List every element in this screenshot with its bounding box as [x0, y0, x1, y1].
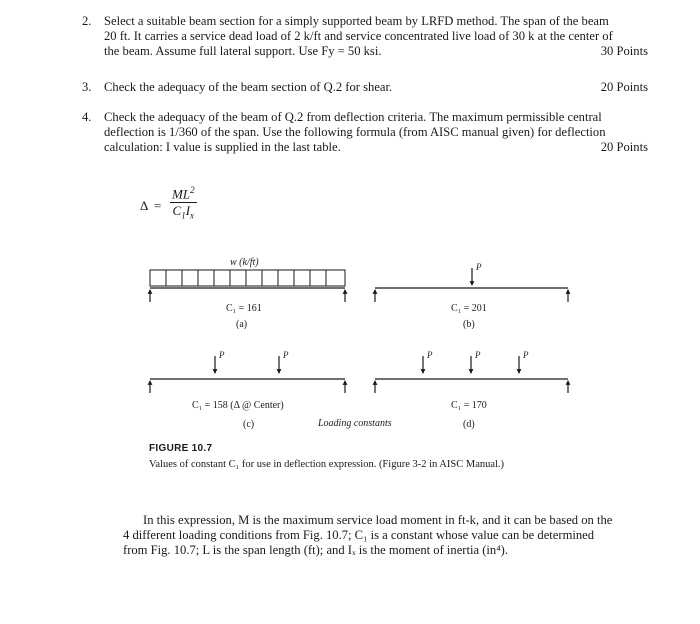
- diagram-b: [375, 262, 568, 330]
- question-text-line: deflection is 1/360 of the span. Use the following formula (from AISC manual given) for deflection: [104, 124, 606, 139]
- uniform-load-label: w (k/ft): [230, 257, 259, 268]
- point-load-label: P: [219, 350, 225, 360]
- point-load-label: P: [427, 350, 433, 360]
- figure-caption: Values of constant C₁ for use in deflection expression. (Figure 3-2 in AISC Manual.): [149, 459, 505, 470]
- uniform-load-dividers: [166, 270, 326, 286]
- question-points: 20 Points: [600, 139, 648, 154]
- formula-denominator: $C_1I_x$: [172, 203, 195, 221]
- formula-delta: Δ: [140, 198, 149, 213]
- question-points: 20 Points: [600, 80, 648, 94]
- diagram-tag: (c): [243, 419, 255, 430]
- point-load-label: P: [475, 350, 481, 360]
- formula-numerator: $ML^2$: [172, 185, 195, 202]
- explanation-paragraph: [123, 513, 613, 559]
- constant-label: C₁ = 170: [451, 400, 487, 411]
- constant-label: C₁ = 161: [226, 303, 262, 314]
- question-number: 4.: [82, 110, 92, 124]
- uniform-load-block: [150, 270, 345, 286]
- question-text-line: calculation: I value is supplied in the last table.: [104, 139, 341, 154]
- question-text-line: Check the adequacy of the beam section of Q.2 for shear.: [104, 80, 393, 94]
- formula-equals: =: [154, 198, 162, 213]
- point-load-label: P: [283, 350, 289, 360]
- figure-center-caption: Loading constants: [318, 418, 392, 429]
- question-text-line: Select a suitable beam section for a simply supported beam by LRFD method. The span of the beam: [104, 14, 609, 28]
- question-text-line: the beam. Assume full lateral support. Use Fy = 50 ksi.: [104, 43, 382, 58]
- point-load-label: P: [523, 350, 529, 360]
- question-text-line: 20 ft. It carries a service dead load of 2 k/ft and service concentrated live load of 30 k at the center of: [104, 28, 613, 43]
- diagram-c: [150, 350, 345, 430]
- question-text-line: Check the adequacy of the beam of Q.2 from deflection criteria. The maximum permissible central: [104, 110, 602, 124]
- question-number: 3.: [82, 80, 92, 94]
- diagram-d: [375, 350, 568, 430]
- diagram-a: [150, 257, 345, 330]
- question-points: 30 Points: [600, 43, 648, 58]
- question-number: 2.: [82, 14, 92, 28]
- diagram-tag: (d): [463, 419, 475, 430]
- diagram-tag: (a): [236, 319, 248, 330]
- diagram-tag: (b): [463, 319, 475, 330]
- constant-label: C₁ = 201: [451, 303, 487, 314]
- point-load-label: P: [476, 262, 482, 272]
- paragraph-text: In this expression, M is the maximum service load moment in ft-k, and it can be based on the 4 different loading conditions from Fig. 10.7; C₁ is a constant whose value can be determined from Fig. 10.7; L is the span length (ft); and Iₓ is the moment of inertia (in⁴).: [123, 513, 613, 558]
- figure-label: FIGURE 10.7: [149, 443, 213, 454]
- constant-label: C₁ = 158 (Δ @ Center): [192, 400, 284, 411]
